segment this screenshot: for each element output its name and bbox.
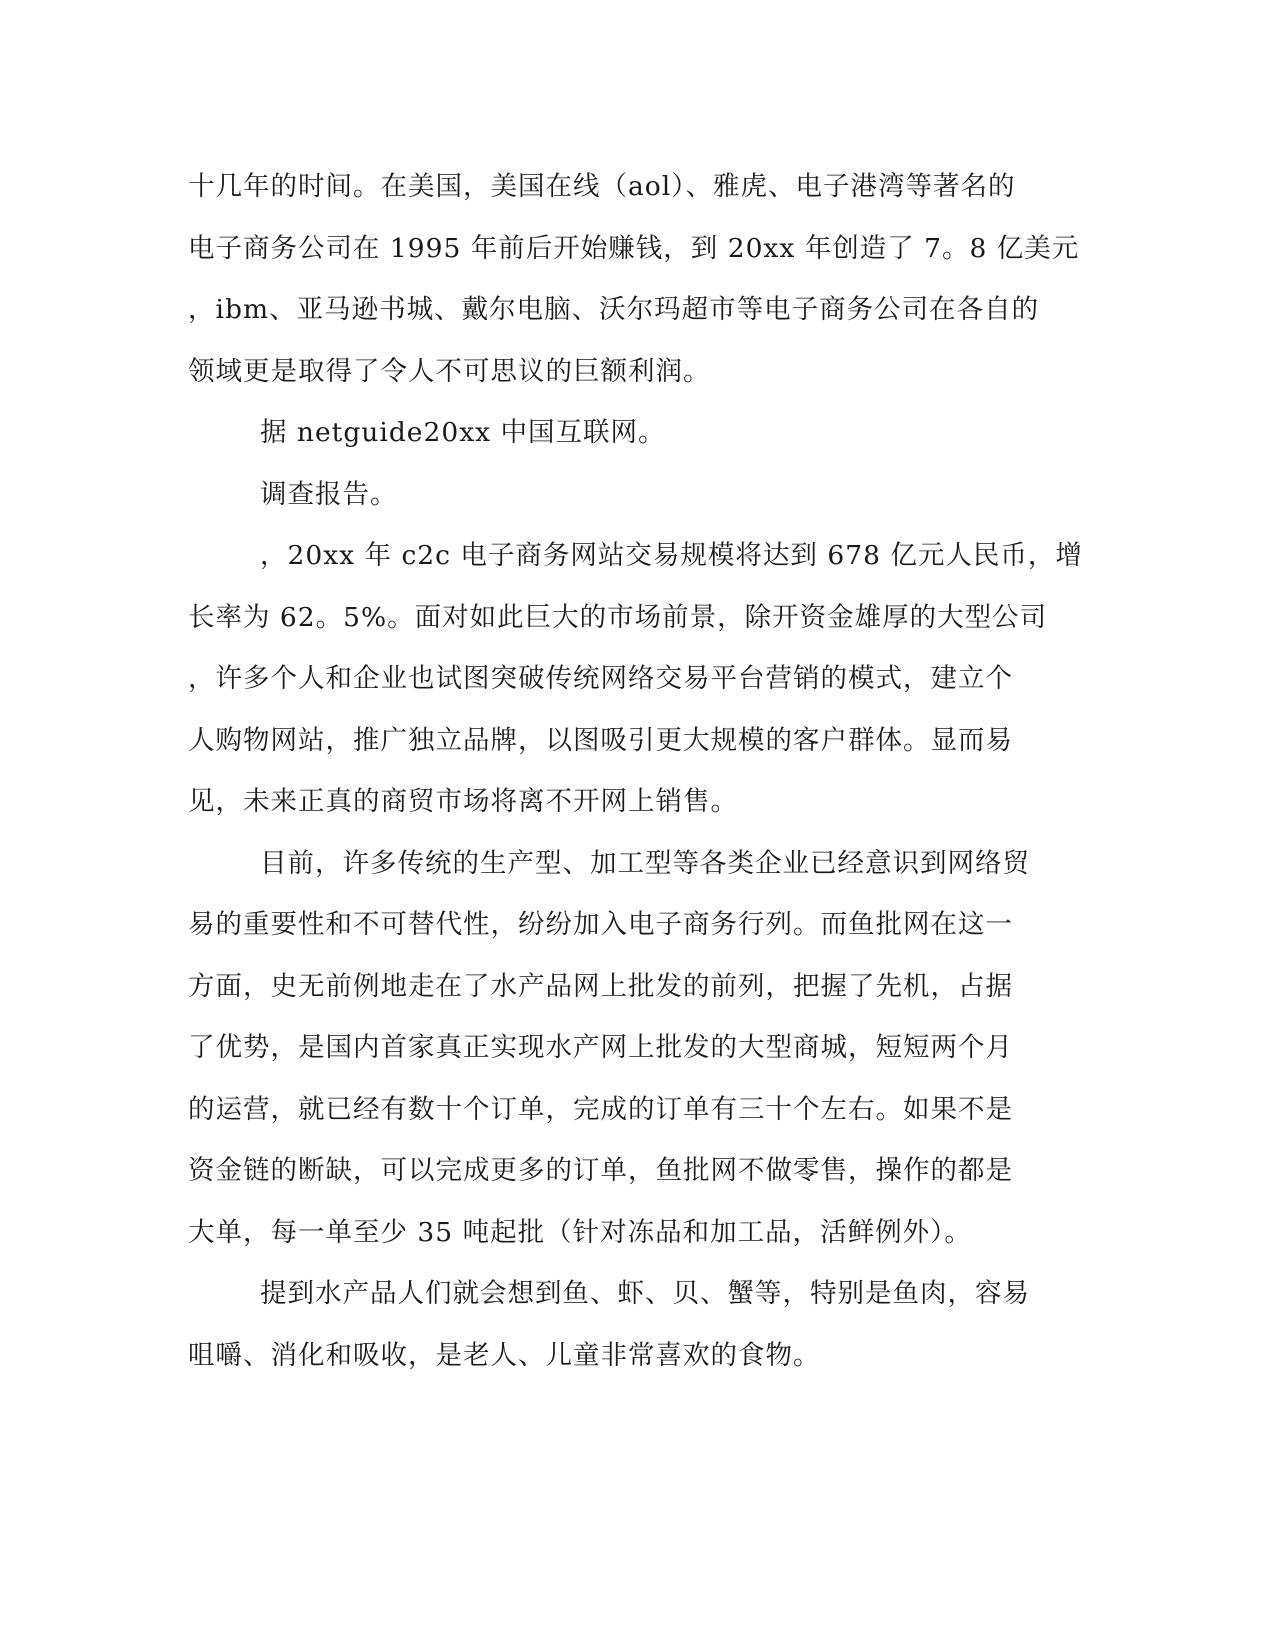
text-line: 电子商务公司在 1995 年前后开始赚钱，到 20xx 年创造了 7。8 亿美元 <box>188 232 1080 264</box>
text-line: ，许多个人和企业也试图突破传统网络交易平台营销的模式，建立个 <box>188 663 1013 694</box>
text-line: 易的重要性和不可替代性，纷纷加入电子商务行列。而鱼批网在这一 <box>188 909 1013 940</box>
text-line: 提到水产品人们就会想到鱼、虾、贝、蟹等，特别是鱼肉，容易 <box>260 1278 1030 1309</box>
text-line: 资金链的断缺，可以完成更多的订单，鱼批网不做零售，操作的都是 <box>188 1155 1013 1186</box>
text-line: ，20xx 年 c2c 电子商务网站交易规模将达到 678 亿元人民币，增 <box>260 540 1083 571</box>
text-line: 人购物网站，推广独立品牌，以图吸引更大规模的客户群体。显而易 <box>188 724 1013 756</box>
text-line: 见，未来正真的商贸市场将离不开网上销售。 <box>188 786 738 817</box>
text-line: ，ibm、亚马逊书城、戴尔电脑、沃尔玛超市等电子商务公司在各自的 <box>188 294 1040 325</box>
document-body <box>188 156 1083 1386</box>
text-line: 大单，每一单至少 35 吨起批（针对冻品和加工品，活鲜例外）。 <box>188 1216 972 1248</box>
text-line: 领域更是取得了令人不可思议的巨额利润。 <box>188 355 711 387</box>
text-line: 目前，许多传统的生产型、加工型等各类企业已经意识到网络贸 <box>260 847 1030 879</box>
text-line: 据 netguide20xx 中国互联网。 <box>260 417 666 448</box>
text-line: 的运营，就已经有数十个订单，完成的订单有三十个左右。如果不是 <box>188 1093 1013 1125</box>
text-line: 调查报告。 <box>260 478 398 510</box>
text-line: 方面，史无前例地走在了水产品网上批发的前列，把握了先机，占据 <box>188 970 1013 1002</box>
text-line: 十几年的时间。在美国，美国在线（aol）、雅虎、电子港湾等著名的 <box>188 171 1016 202</box>
text-line: 长率为 62。5%。面对如此巨大的市场前景，除开资金雄厚的大型公司 <box>188 601 1048 633</box>
text-line: 了优势，是国内首家真正实现水产网上批发的大型商城，短短两个月 <box>188 1032 1013 1063</box>
text-line: 咀嚼、消化和吸收，是老人、儿童非常喜欢的食物。 <box>188 1339 821 1371</box>
